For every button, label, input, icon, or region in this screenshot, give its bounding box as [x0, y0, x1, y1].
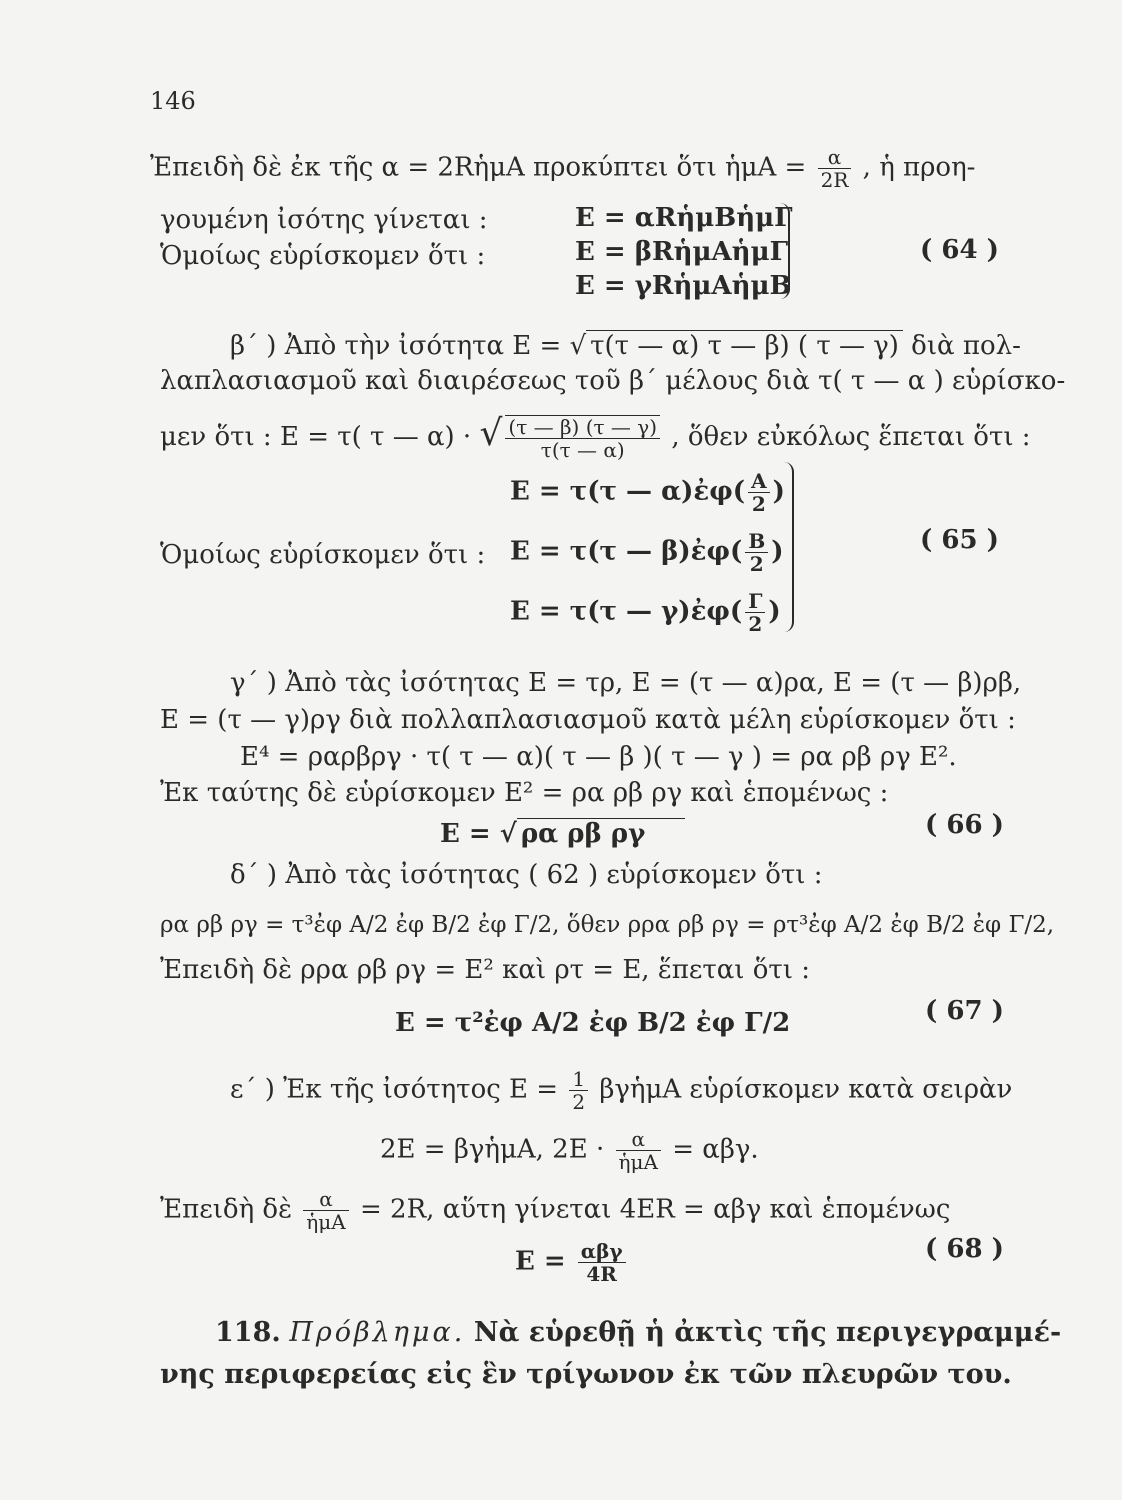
radicand: ρα ρβ ργ: [517, 818, 685, 849]
text: Ἐπειδὴ δὲ ἐκ τῆς α = 2RἡμΑ προκύπτει ὅτι ἡμΑ =: [150, 152, 807, 183]
equation-64-label: ( 64 ): [920, 235, 999, 265]
fraction-numerator: αβγ: [578, 1240, 626, 1263]
text: Ἐπειδὴ δὲ: [160, 1194, 293, 1225]
gamma-line-1: γ΄ ) Ἀπὸ τὰς ἰσότητας Ε = τρ, Ε = (τ — α)ρα, Ε = (τ — β)ρβ,: [230, 668, 1022, 698]
fraction: [569, 1068, 588, 1113]
equation-65-line-1: Ε = τ(τ — α)ἐφ( $\frac{A}{2}$ ): [510, 469, 785, 516]
epsilon-line-2: [380, 1128, 759, 1173]
text: ε΄ ) Ἐκ τῆς ἰσότητος Ε =: [230, 1074, 559, 1105]
fraction-numerator: α: [818, 146, 852, 169]
text: Ε = τ(τ — γ)ἐφ: [510, 596, 730, 627]
fraction-denominator: τ(τ — α): [540, 438, 625, 462]
epsilon-line-1: [230, 1068, 1012, 1113]
paragraph-line-1: [150, 146, 975, 191]
beta-line-2: λαπλασιασμοῦ καὶ διαιρέσεως τοῦ β΄ μέλους διὰ τ( τ — α ) εὑρίσκο-: [160, 366, 1066, 396]
delta-line-3: Ἐπειδὴ δὲ ρρα ρβ ργ = Ε² καὶ ρτ = Ε, ἕπεται ὅτι :: [160, 955, 810, 985]
equation-68: [515, 1240, 629, 1285]
text: Ε =: [515, 1246, 566, 1277]
fraction-denominator: 2: [751, 492, 766, 516]
gamma-line-4: Ἐκ ταύτης δὲ εὑρίσκομεν Ε² = ρα ρβ ργ καὶ ἑπομένως :: [160, 778, 889, 808]
equation-67: Ε = τ²ἐφ Α/2 ἐφ Β/2 ἐφ Γ/2: [395, 1008, 791, 1038]
fraction-numerator: (τ — β) (τ — γ): [505, 416, 660, 439]
delta-line-1: δ΄ ) Ἀπὸ τὰς ἰσότητας ( 62 ) εὑρίσκομεν ὅτι :: [230, 860, 823, 890]
radical-sign: √: [499, 819, 517, 849]
homoios-line: Ὁμοίως εὑρίσκομεν ὅτι :: [160, 540, 486, 570]
fraction: [818, 146, 852, 191]
fraction-denominator: ἡμΑ: [618, 1150, 658, 1174]
fraction-denominator: ἡμΑ: [306, 1210, 346, 1234]
text: = 2R, αὕτη γίνεται 4ΕR = αβγ καὶ ἑπομένως: [360, 1194, 951, 1225]
text: Ε = τ(τ — α)ἐφ: [510, 476, 733, 507]
fraction-numerator: α: [616, 1128, 661, 1151]
problem-word: Πρόβλημα.: [289, 1317, 466, 1348]
text: μεν ὅτι : Ε = τ( τ — α) ·: [160, 422, 472, 452]
fraction-numerator: Β: [745, 530, 768, 553]
fraction-numerator: Γ: [745, 590, 765, 613]
text: διὰ πολ-: [902, 331, 1021, 361]
radicand: τ(τ — α) τ — β) ( τ — γ): [586, 330, 903, 361]
radical-sign: √: [479, 413, 503, 454]
beta-line-1: [230, 330, 1021, 361]
text: Ε =: [440, 819, 500, 849]
text: 2Ε = βγἡμΑ, 2Ε ·: [380, 1134, 605, 1165]
text: , ὅθεν εὐκόλως ἕπεται ὅτι :: [671, 422, 1031, 452]
fraction: [748, 470, 770, 515]
equation-68-label: ( 68 ): [925, 1234, 1004, 1264]
problem-line-2: νης περιφερείας εἰς ἓν τρίγωνον ἐκ τῶν πλευρῶν του.: [160, 1359, 1012, 1390]
fraction-denominator: 2: [572, 1090, 586, 1114]
fraction-denominator: 2: [749, 552, 764, 576]
fraction: [303, 1188, 348, 1233]
fraction: [745, 530, 768, 575]
fraction-numerator: α: [303, 1188, 348, 1211]
radical-sign: √: [569, 331, 587, 361]
text: = αβγ.: [672, 1134, 759, 1165]
equation-64-line-3: Ε = γRἡμΑἡμΒ: [575, 271, 792, 301]
equation-65-line-3: Ε = τ(τ — γ)ἐφ( $\frac{\Gamma}{2}$ ): [510, 589, 781, 636]
beta-line-3: [160, 415, 1031, 461]
fraction-numerator: 1: [569, 1068, 588, 1091]
equation-67-label: ( 67 ): [925, 996, 1004, 1026]
fraction-denominator: 2: [748, 612, 763, 636]
fraction: [505, 415, 660, 461]
text: β΄ ) Ἀπὸ τὴν ἰσότητα Ε =: [230, 331, 570, 361]
text: , ἡ προη-: [862, 152, 976, 183]
fraction-denominator: 4R: [586, 1262, 617, 1286]
paragraph-line-3: Ὁμοίως εὑρίσκομεν ὅτι :: [160, 241, 486, 271]
problem-number: 118.: [215, 1317, 281, 1348]
equation-65-line-2: Ε = τ(τ — β)ἐφ( $\frac{B}{2}$ ): [510, 529, 784, 576]
fraction: [578, 1240, 626, 1285]
epsilon-line-3: [160, 1188, 950, 1233]
equation-66-label: ( 66 ): [925, 810, 1004, 840]
equation-64-brace: [778, 203, 790, 299]
equation-65-label: ( 65 ): [920, 525, 999, 555]
equation-64-line-2: Ε = βRἡμΑἡμΓ: [575, 237, 789, 267]
paragraph-line-2: γουμένη ἰσότης γίνεται :: [160, 205, 488, 235]
equation-65-brace: [782, 462, 794, 632]
fraction-denominator: 2R: [820, 168, 849, 192]
equation-64-line-1: Ε = αRἡμΒἡμΓ: [575, 203, 793, 233]
text: Ε = τ(τ — β)ἐφ: [510, 536, 730, 567]
fraction-numerator: Α: [748, 470, 770, 493]
page-number: 146: [150, 87, 196, 115]
fraction: [745, 590, 765, 635]
text: βγἡμΑ εὑρίσκομεν κατὰ σειρὰν: [599, 1074, 1013, 1105]
problem-line-1: [215, 1318, 1061, 1348]
gamma-line-2: Ε = (τ — γ)ργ διὰ πολλαπλασιασμοῦ κατὰ μέλη εὑρίσκομεν ὅτι :: [160, 705, 1016, 735]
gamma-line-3: Ε⁴ = ραρβργ · τ( τ — α)( τ — β )( τ — γ ) = ρα ρβ ργ Ε².: [240, 742, 957, 772]
equation-66: [440, 818, 685, 849]
problem-text: Νὰ εὑρεθῇ ἡ ἀκτὶς τῆς περιγεγραμμέ-: [473, 1317, 1062, 1348]
fraction: [616, 1128, 661, 1173]
delta-line-2: ρα ρβ ργ = τ³ἐφ Α/2 ἐφ Β/2 ἐφ Γ/2, ὅθεν ρρα ρβ ργ = ρτ³ἐφ Α/2 ἐφ Β/2 ἐφ Γ/2,: [160, 912, 1055, 938]
